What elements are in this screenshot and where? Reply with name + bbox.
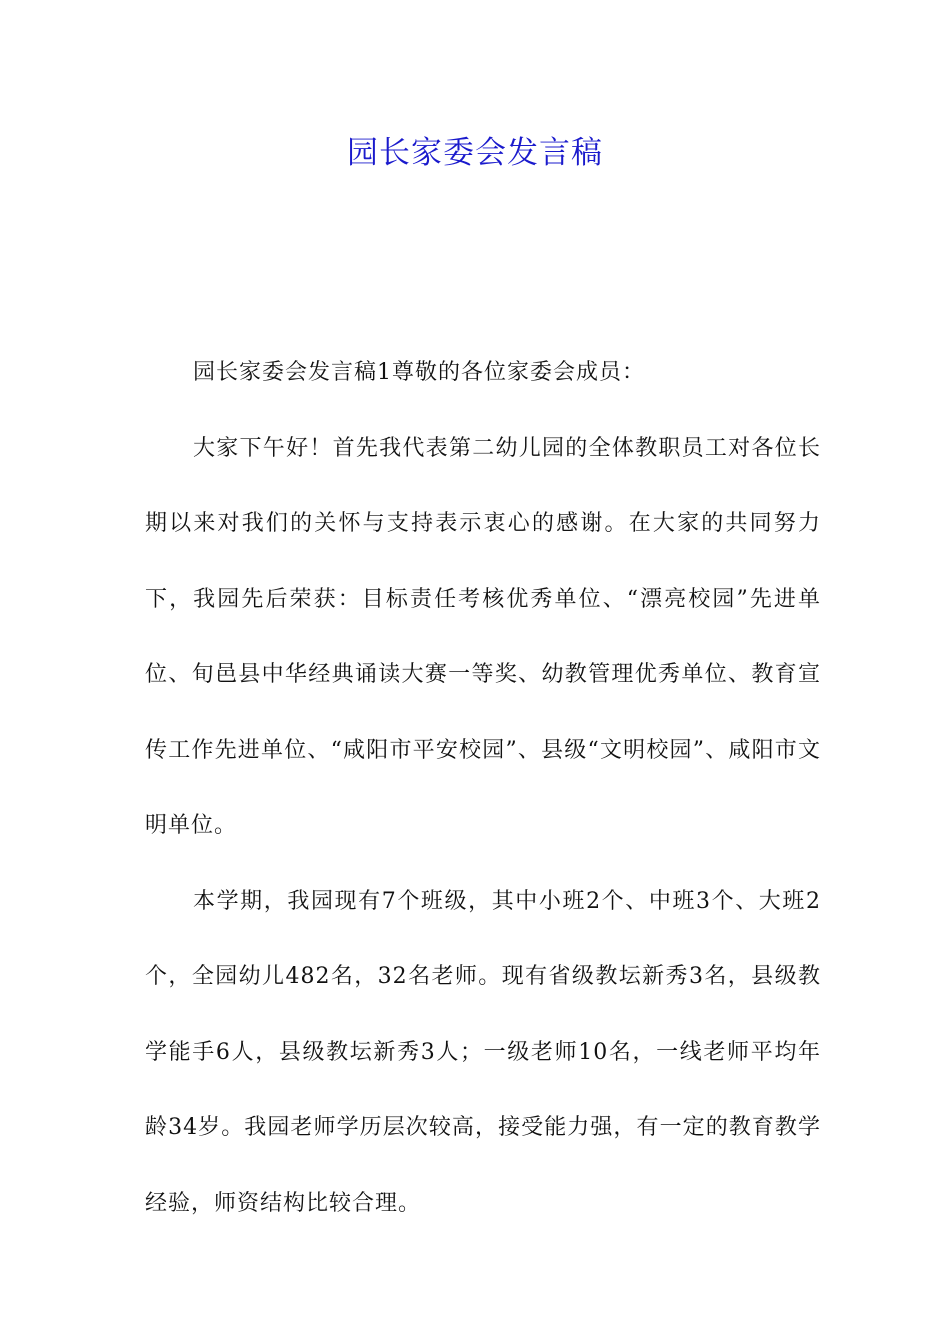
paragraph-salutation: 园长家委会发言稿1尊敬的各位家委会成员： [193,360,645,385]
paragraph-greeting-honors: 大家下午好！首先我代表第二幼儿园的全体教职员工对各位长期以来对我们的关怀与支持表示衷心的感谢。在大家的共同努力下，我园先后荣获：目标责任考核优秀单位、“漂亮校园”先进单位、旬邑县中华经典诵读大赛一等奖、幼教管理优秀单位、教育宣传工作先进单位、“咸阳市平安校园”、县级“文明校园”、咸阳市文明单位。 [145,435,821,838]
document-body [145,335,821,1241]
paragraph-staff-overview: 本学期，我园现有7个班级，其中小班2个、中班3个、大班2个，全园幼儿482名，32名老师。现有省级教坛新秀3名，县级教学能手6人，县级教坛新秀3人；一级老师10名，一线老师平均年龄34岁。我园老师学历层次较高，接受能力强，有一定的教育教学经验，师资结构比较合理。 [145,888,821,1216]
document-title: 园长家委会发言稿 [347,135,603,171]
